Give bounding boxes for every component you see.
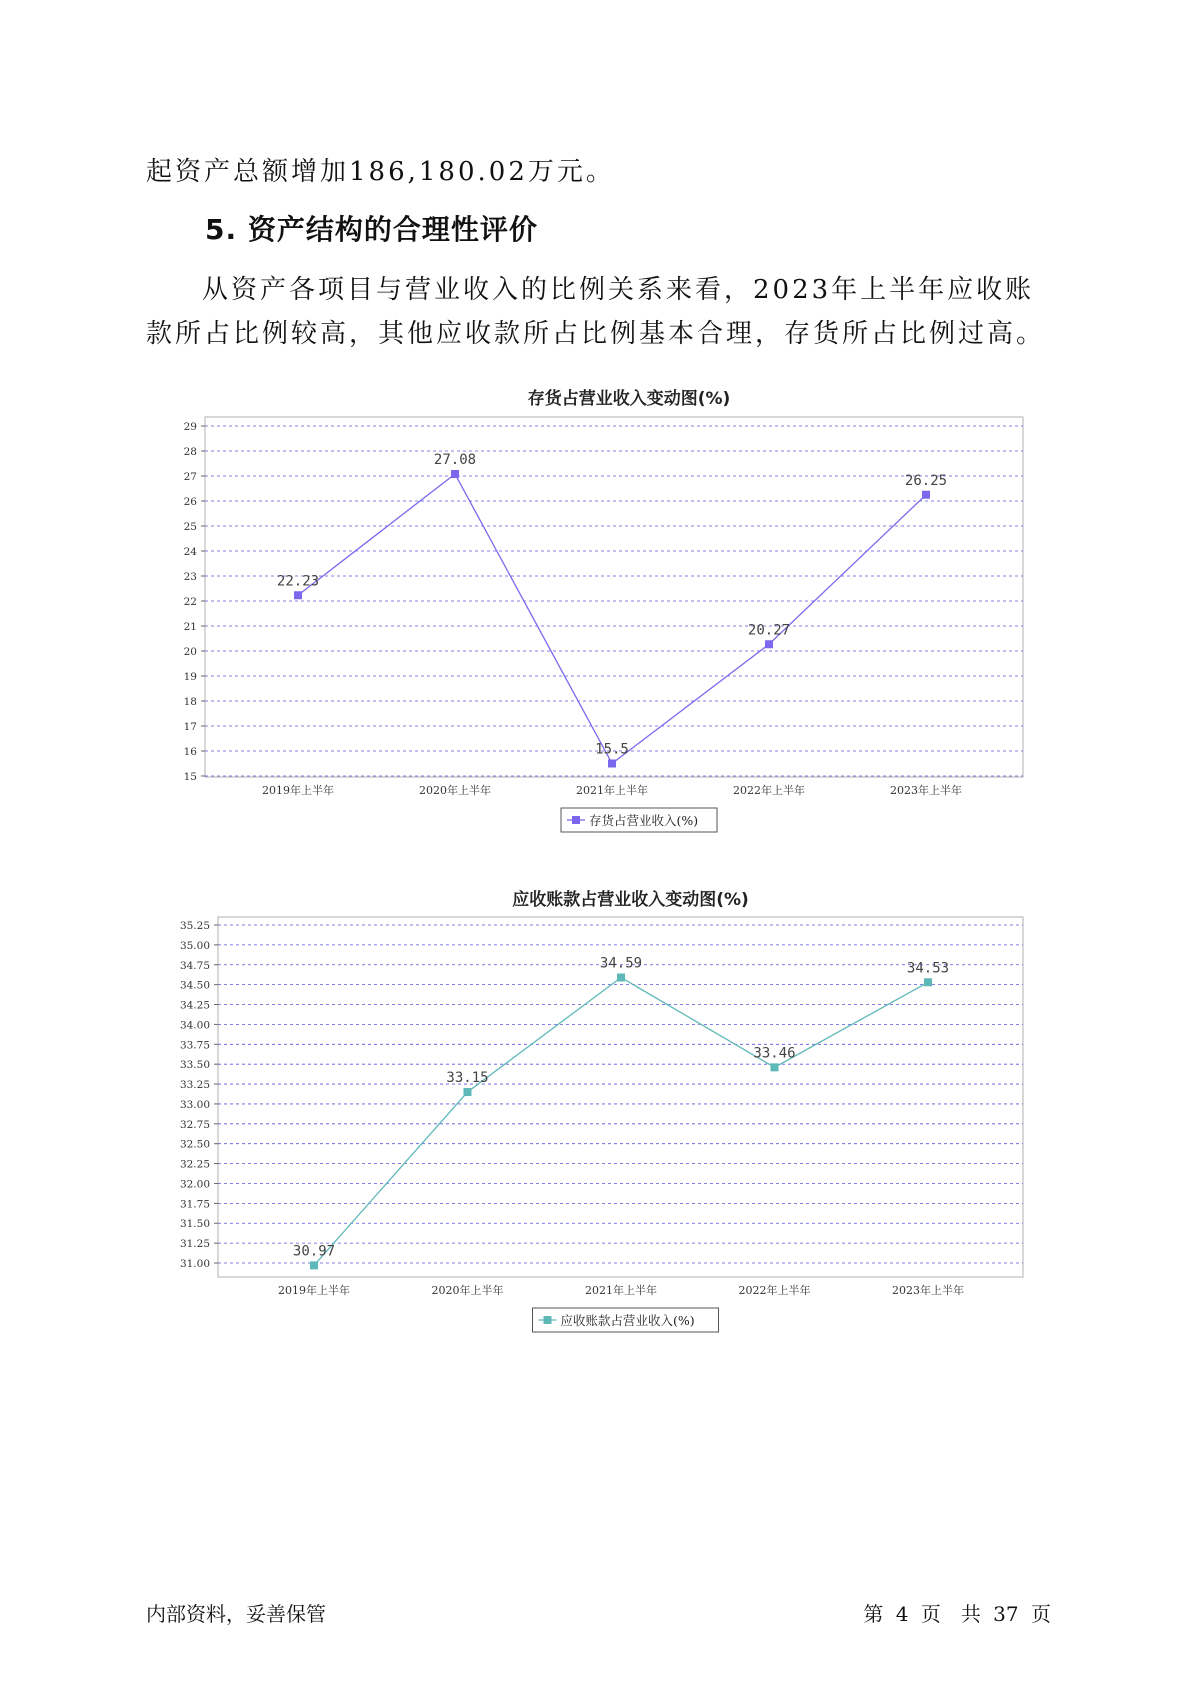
x-tick-label: 2023年上半年 (892, 1284, 964, 1297)
y-tick-label: 26 (183, 496, 197, 508)
x-tick-label: 2021年上半年 (576, 784, 648, 797)
data-point (922, 491, 930, 499)
data-point (310, 1261, 318, 1269)
y-tick-label: 35.00 (179, 939, 210, 952)
legend-marker (544, 1316, 552, 1324)
footer-confidential-note: 内部资料，妥善保管 (146, 1602, 326, 1626)
data-point (924, 978, 932, 986)
data-point (451, 470, 459, 478)
x-tick-label: 2019年上半年 (278, 1284, 350, 1297)
y-tick-label: 33.00 (179, 1098, 210, 1111)
y-tick-label: 19 (183, 671, 197, 683)
data-point (464, 1088, 472, 1096)
y-tick-label: 34.25 (179, 999, 210, 1012)
data-label: 34.59 (599, 955, 643, 972)
footer-page-number: 第 4 页 共 37 页 (863, 1602, 1051, 1626)
data-label: 26.25 (904, 472, 948, 489)
y-tick-label: 22 (183, 596, 197, 608)
legend-label: 存货占营业收入(%) (589, 813, 699, 828)
y-tick-label: 32.50 (179, 1138, 210, 1151)
chart-title: 应收账款占营业收入变动图(%) (512, 890, 749, 910)
plot-area (205, 417, 1023, 777)
y-tick-label: 28 (183, 446, 197, 458)
data-point (765, 640, 773, 648)
y-tick-label: 34.75 (179, 959, 210, 972)
y-tick-label: 31.50 (179, 1218, 210, 1231)
data-label: 15.5 (595, 741, 629, 758)
y-tick-label: 20 (183, 646, 197, 658)
chart-title: 存货占营业收入变动图(%) (527, 389, 731, 409)
y-tick-label: 27 (183, 471, 197, 483)
data-label: 30.97 (292, 1243, 336, 1260)
x-tick-label: 2020年上半年 (419, 784, 491, 797)
y-tick-label: 33.75 (179, 1039, 210, 1052)
y-tick-label: 24 (183, 546, 197, 558)
y-tick-label: 31.00 (179, 1258, 210, 1270)
data-label: 27.08 (433, 452, 477, 468)
y-tick-label: 23 (183, 571, 197, 583)
data-point (294, 591, 302, 599)
data-label: 22.23 (276, 573, 320, 590)
y-tick-label: 18 (183, 696, 197, 708)
y-tick-label: 31.25 (179, 1238, 210, 1251)
y-tick-label: 33.50 (179, 1059, 210, 1072)
data-point (608, 760, 616, 768)
paragraph-asset-structure: 从资产各项目与营业收入的比例关系来看，2023年上半年应收账款所占比例较高，其他应收款所占比例基本合理，存货所占比例过高。 (146, 275, 1046, 349)
y-tick-label: 29 (183, 421, 197, 433)
y-tick-label: 32.25 (179, 1158, 210, 1171)
data-point (617, 973, 625, 981)
legend-label: 应收账款占营业收入(%) (560, 1313, 695, 1328)
y-tick-label: 32.75 (179, 1118, 210, 1131)
data-label: 33.15 (446, 1070, 489, 1087)
receivables-ratio-chart (0, 880, 1191, 1340)
data-label: 34.53 (906, 960, 950, 977)
inventory-ratio-chart-svg (0, 380, 1191, 840)
data-label: 20.27 (747, 622, 791, 639)
paragraph-asset-increase: 起资产总额增加186,180.02万元。 (146, 157, 615, 187)
y-tick-label: 35.25 (179, 920, 210, 932)
x-tick-label: 2023年上半年 (890, 784, 962, 797)
y-tick-label: 15 (183, 771, 197, 783)
y-tick-label: 32.00 (179, 1178, 210, 1191)
x-tick-label: 2021年上半年 (585, 1284, 657, 1297)
legend-marker (572, 816, 580, 824)
data-label: 33.46 (753, 1045, 796, 1062)
y-tick-label: 34.00 (179, 1019, 210, 1032)
y-tick-label: 34.50 (179, 979, 210, 992)
y-tick-label: 17 (183, 721, 197, 733)
x-tick-label: 2022年上半年 (733, 784, 805, 797)
y-tick-label: 16 (183, 746, 197, 758)
x-tick-label: 2019年上半年 (262, 784, 334, 797)
x-tick-label: 2022年上半年 (738, 1284, 811, 1297)
y-tick-label: 21 (183, 621, 197, 633)
x-tick-label: 2020年上半年 (431, 1284, 504, 1297)
receivables-ratio-chart-svg (0, 880, 1191, 1340)
data-point (771, 1063, 779, 1071)
y-tick-label: 25 (183, 521, 197, 533)
section-heading: 5. 资产结构的合理性评价 (205, 213, 538, 246)
inventory-ratio-chart (0, 380, 1191, 840)
y-tick-label: 31.75 (179, 1198, 210, 1211)
y-tick-label: 33.25 (179, 1079, 210, 1092)
